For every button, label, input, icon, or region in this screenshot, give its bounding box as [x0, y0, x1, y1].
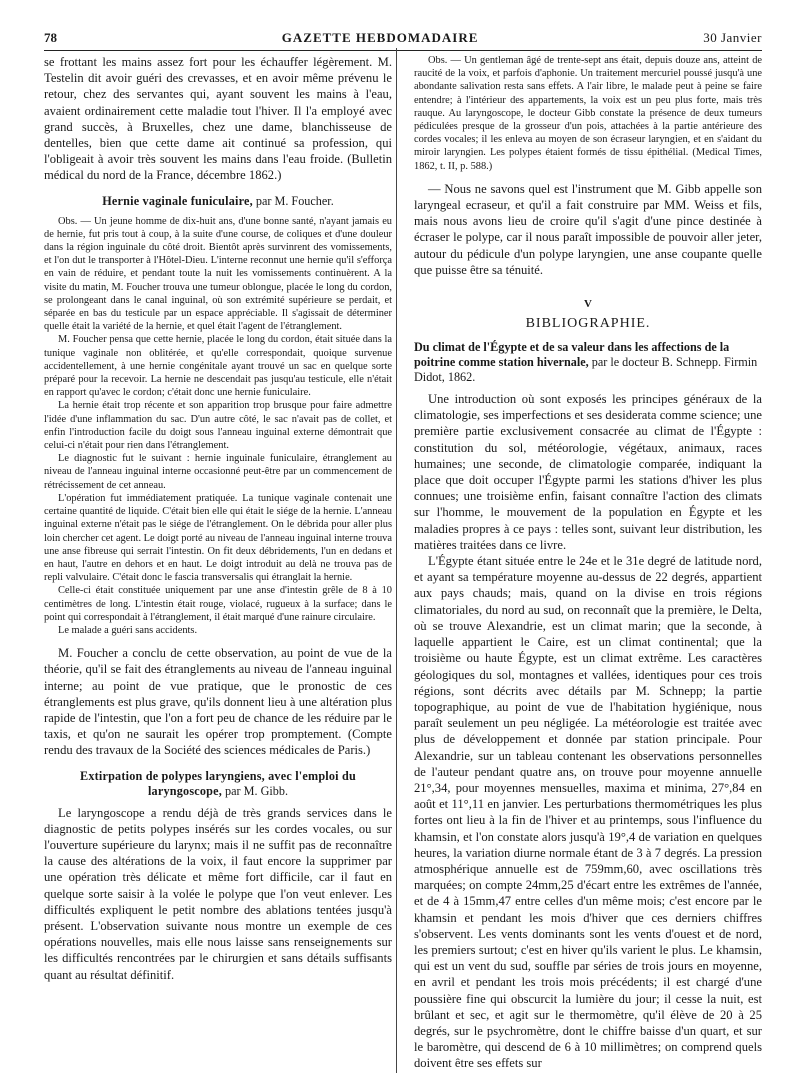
polypes-article-title: [44, 769, 392, 799]
biblio-title-text: Du climat de l'Égypte et de sa valeur dans les affections de la poitrine comme station hivernale,: [414, 340, 730, 370]
hernie-paragraph: L'opération fut immédiatement pratiquée. La tunique vaginale contenait une certaine quantité de liquide. C'était bien elle qui était le siége de la hernie. L'anneau inguinal externe n'était pas le siége de l'étranglement. On le débrida pour aller plus loin chercher cet agent. Le doigt porté au niveau de l'anneau inguinal interne trouva une anse fibreuse qui serrait l'intestin. On fit deux débridements, l'un en dedans et en haut, l'autre en dehors et en haut. Le doigt introduit au delà ne trouva pas de repli valvulaire. C'était donc le fascia transversalis qui étranglait la hernie.: [44, 492, 392, 584]
two-column-body: [44, 54, 762, 1072]
running-header: [44, 30, 762, 51]
left-column: [44, 54, 392, 1072]
page-number: 78: [44, 30, 57, 45]
hernie-article-title: [44, 194, 392, 209]
foucher-conclusion: M. Foucher a conclu de cette observation, au point de vue de la théorie, qu'il se fait des étranglements au niveau de l'anneau inguinal interne; au point de vue pratique, que le pronostic de ces étranglements est plus grave, qu'ils donnent lieu à une altération plus rapide de l'intestin, que l'on a fort peu de chance de les réduire par le taxis, et qu'on ne saurait les opérer trop promptement. (Compte rendu des travaux de la Société des sciences médicales de Paris.): [44, 646, 392, 758]
section-number: V: [584, 298, 592, 311]
issue-date: 30 Janvier: [703, 30, 762, 45]
gibb-commentary: — Nous ne savons quel est l'instrument que M. Gibb appelle son laryngeal ecraseur, et qu'il a fait construire par MM. Weiss et fils, mais nous avons lieu de croire qu'il s'agit d'une pince destinée à écraser le polype, car il nous paraît impossible de pouvoir aller jeter, autour du pédicule d'un polype laryngien, une anse coupante quelle que puisse être sa ténuité.: [414, 181, 762, 277]
hernie-paragraph: M. Foucher pensa que cette hernie, placée le long du cordon, était située dans la tunique vaginale non oblitérée, et qu'elle correspondait, quoique survenue accidentellement, à une hernie congénitale ayant trouvé un sac en quelque sorte préparé pour la recevoir. La hernie ne descendait pas jusqu'au testicule, elle n'était en rapport qu'avec le cordon; c'était donc une hernie funiculaire.: [44, 334, 392, 399]
hernie-paragraph: Le diagnostic fut le suivant : hernie inguinale funiculaire, étranglement au niveau de l'anneau inguinal interne occasionné peut-être par un commencement de rétrécissement de cet anneau.: [44, 453, 392, 491]
biblio-book-title: [414, 340, 762, 385]
hernie-title-author: par M. Foucher.: [255, 193, 334, 208]
right-column: [414, 54, 762, 1072]
column-divider: [396, 48, 397, 1073]
biblio-paragraph: Une introduction où sont exposés les principes généraux de la climatologie, ses imperfections et ses desiderata comme science; une première partie exclusivement consacrée au climat de l'Égypte : constitution du sol, météorologie, végétaux, animaux, races humaines; une seconde, de climatologie comparée, indiquant la place que doit occuper l'Égypte parmi les stations d'hiver les plus connues; une troisième enfin, faisant connaître l'action des climats sur l'homme, le mouvement de la population en Égypte et les maladies propres à ce pays : telles sont, suivant leur distribution, les matières traitées dans ce livre.: [414, 392, 762, 552]
biblio-paragraph: L'Égypte étant située entre le 24e et le 31e degré de latitude nord, et ayant sa température moyenne au-dessus de 22 degrés, appartient aux pays chauds; mais, quand on la divise en trois régions climatoriales, du nord au sud, on reconnaît que la première, le Delta, où se trouve Alexandrie, est un climat marin; que la seconde, à laquelle appartient le Caire, est un climat continental; que la troisième ou haute Égypte, est un climat extrême. Les caractères géologiques du sol, montagnes et vallées, identiques pour ces trois régions, sont décrits avec détails par M. Schnepp; la partie topographique, au point de vue de l'habitation hygiénique, nous paraît seulement un peu négligée. La météorologie est traitée avec plus de développement et donnée par station principale. Pour Alexandrie, sur un tableau contenant les observations personnelles de l'auteur pendant quatre ans, on trouve pour moyenne annuelle 21°,34, pour moyennes mensuelles, maxima et minima, 27°,84 en août et 11°,11 en janvier. Les perturbations thermométriques les plus fortes ont lieu à la fin de l'hiver et au printemps, sous l'influence du khamsin, et l'on constate alors jusqu'à 19°,4 de variation en quelques heures, la variation diurne normale étant de 3 à 7 degrés. La pression atmosphérique annuelle est de 759mm,60, avec oscillations très marquées; on compte 24mm,25 d'écart entre les extrêmes de l'année, et de 4 à 15mm,47 entre celles d'un même mois; c'est encore par le khamsin et pendant les mois d'hiver que ces derniers chiffres s'observent. Les vents dominants sont les vents d'ouest et de nord, les premiers surtout; c'est en hiver qu'ils varient le plus. Le khamsin, qui est un vent du sud, souffle par séries de trois jours en moyenne, en avril et pendant les trois mois précédents; il est chargé d'une poussière fine qui obscurcit la lumière du jour; il cesse la nuit, est brûlant et sec, et agit sur le thermomètre, qu'il élève de 20 à 25 degrés, sur le psychromètre, dont le chiffre baisse d'un quart, et sur le baromètre, qui descend de 6 à 10 millimètres; on comprend quels doivent être ses effets sur: [414, 554, 762, 1071]
intro-paragraph: se frottant les mains assez fort pour les échauffer légèrement. M. Testelin dit avoir guéri des crevasses, et en avoir même prévenu le retour, chez des servantes qui, ayant souvent les mains à l'eau, avaient ordinairement cette maladie tout l'hiver. Il l'a employé avec grand succès, à Bruxelles, chez une dame, blanchisseuse de dentelles, bien que cette dame ait continué sa profession, qui l'obligeait à avoir très souvent les mains dans l'eau froide. (Bulletin médical du nord de la France, décembre 1862.): [44, 55, 392, 183]
biblio-title-author: par le docteur B. Schnepp. Firmin Didot, 1862.: [414, 355, 758, 385]
polypes-paragraph: Le laryngoscope a rendu déjà de très grands services dans le diagnostic de petits polypes insérés sur les cordes vocales, ou sur l'ouverture supérieure du larynx; mais il ne suffit pas de reconnaître la cause des altérations de la voix, il faut encore la supprimer par une opération très délicate et même fort difficile, car il faut en quelque sorte saisir à la volée le polype que l'on veut enlever. Les difficultés expliquent le petit nombre des ablations tentées jusqu'à présent. L'observation suivante nous montre un exemple de ces opérations nouvelles, mais elle nous laisse sans renseignements sur les difficultés rencontrées par le chirurgien et sans détails suffisants quant au résultat définitif.: [44, 805, 392, 982]
hernie-paragraph: Le malade a guéri sans accidents.: [58, 624, 198, 636]
bibliographie-heading: BIBLIOGRAPHIE.: [525, 316, 651, 332]
hernie-title-text: Hernie vaginale funiculaire,: [102, 193, 253, 208]
hernie-paragraph: Obs. — Un jeune homme de dix-huit ans, d'une bonne santé, n'ayant jamais eu de hernie, fut pris tout à coup, à la suite d'une course, de coliques et d'une douleur dans la région inguinale du côté droit. Bientôt après survinrent des vomissements, et l'on dut le transporter à l'Hôtel-Dieu. L'interne reconnut une hernie qu'il s'efforça en vain de réduire, et pendant toute la nuit les vomissements continuèrent. A la visite du matin, M. Foucher trouva une tumeur oblongue, placée le long du cordon, se prolongeant dans le canal inguinal, où son extrémité supérieure se perdait, et séparée en bas du testicule par un espace appréciable. Il s'agissait de déterminer quelle était la variété de la hernie, et quel était l'agent de l'étranglement.: [44, 215, 392, 333]
hernie-paragraph: La hernie était trop récente et son apparition trop brusque pour faire admettre l'idée d'une inflammation du sac. D'un autre côté, le sac n'avait pas de collet, et enfin l'introduction facile du doigt sous l'anneau inguinal externe démontrait que celui-ci n'était pour rien dans l'étranglement.: [44, 400, 392, 452]
gibb-observation: Obs. — Un gentleman âgé de trente-sept ans était, depuis douze ans, atteint de raucité de la voix, et parfois d'aphonie. Un traitement mercuriel poussé jusqu'à une abondante salivation resta sans effets. A l'air libre, le malade peut à peine se faire entendre; à l'intérieur des appartements, la voix est un peu plus forte, mais très rauque. Au laryngoscope, le docteur Gibb constate la présence de deux tumeurs pédiculées presque de la grosseur d'un pois, attachées à la partie antérieure des cordes vocales; il les enleva au moyen de son écraseur laryngien, et en s'aidant du miroir laryngien. Les polypes étaient formés de tissu épithélial. (Medical Times, 1862, t. II, p. 588.): [414, 55, 762, 172]
polypes-title-text: Extirpation de polypes laryngiens, avec l'emploi du laryngoscope,: [80, 768, 356, 798]
journal-title: GAZETTE HEBDOMADAIRE: [281, 30, 479, 45]
polypes-title-author: par M. Gibb.: [225, 783, 289, 798]
hernie-paragraph: Celle-ci était constituée uniquement par une anse d'intestin grêle de 8 à 10 centimètres de long. L'intestin était rouge, violacé, rugueux à la surface; dans le point qui correspondait à l'étranglement, il était marqué d'une rainure circulaire.: [44, 585, 392, 623]
